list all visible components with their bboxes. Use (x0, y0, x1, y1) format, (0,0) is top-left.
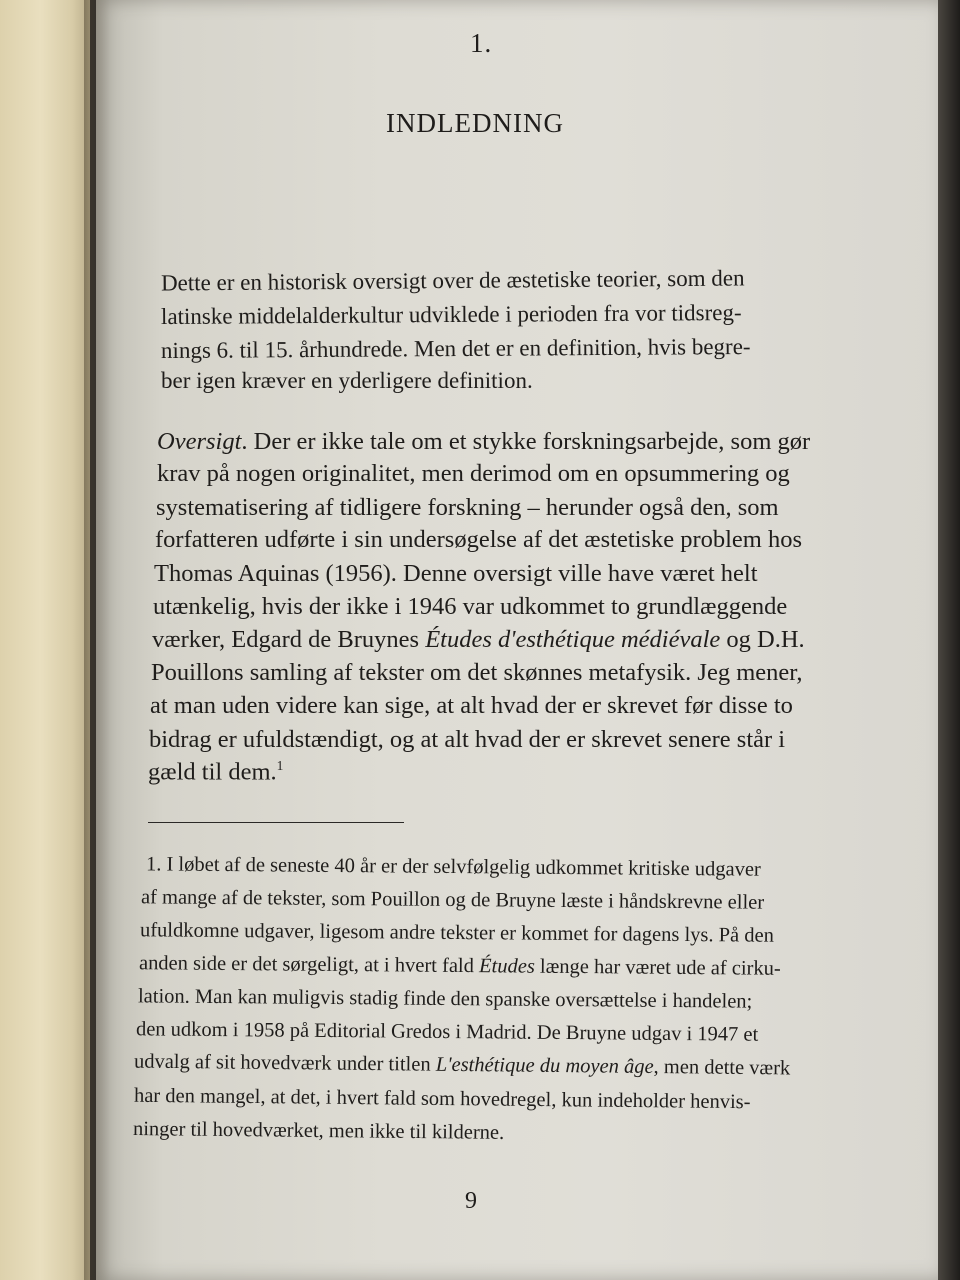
footnote-line: udvalg af sit hovedværk under titlen L'esthétique du moyen âge, men dette værk (133, 1050, 791, 1080)
intro-line: ber igen kræver en yderligere definition. (161, 368, 533, 393)
body-line: Thomas Aquinas (1956). Denne oversigt ville have været helt (154, 560, 758, 587)
body-line: Pouillons samling af tekster om det skønnes metafysik. Jeg mener, (151, 659, 803, 686)
page-number: 9 (465, 1188, 477, 1214)
footnote-line: 1. I løbet af de seneste 40 år er der selvfølgelig udkommet kritiske udgaver (145, 853, 761, 881)
facing-page (0, 0, 90, 1280)
footnote-line: ufuldkomne udgaver, ligesom andre tekster er kommet for dagens lys. På den (139, 919, 775, 947)
body-line: værker, Edgard de Bruynes Études d'esthétique médiévale og D.H. (152, 626, 805, 653)
body-line: Oversigt. Der er ikke tale om et stykke forskningsarbejde, som gør (157, 428, 811, 455)
body-line: systematisering af tidligere forskning – herunder også den, som (156, 494, 779, 521)
intro-line: Dette er en historisk oversigt over de æstetiske teorier, som den (160, 265, 745, 296)
book-gutter (84, 0, 110, 1280)
body-line: utænkelig, hvis der ikke i 1946 var udkommet to grundlæggende (153, 593, 788, 620)
footnote-line: har den mangel, at det, i hvert fald som hovedregel, kun indeholder henvis- (133, 1084, 751, 1114)
body-line: at man uden videre kan sige, at alt hvad der er skrevet før disse to (150, 692, 793, 719)
intro-line: nings 6. til 15. århundrede. Men det er en definition, hvis begre- (160, 333, 751, 364)
chapter-title: INDLEDNING (386, 108, 564, 138)
chapter-number: 1. (470, 28, 493, 58)
book-title-etudes-short: Études (478, 955, 535, 978)
footnote-line: lation. Man kan muligvis stadig finde den spanske oversættelse i handelen; (137, 985, 753, 1013)
footnote-line: ninger til hovedværket, men ikke til kilderne. (132, 1118, 505, 1144)
footnote-separator (148, 822, 404, 823)
footnote-line: af mange af de tekster, som Pouillon og de Bruyne læste i håndskrevne eller (140, 886, 765, 914)
intro-line: latinske middelalderkultur udviklede i perioden fra vor tidsreg- (160, 299, 742, 330)
footnote-line: anden side er det sørgeligt, at i hvert fald Études længe har været ude af cirku- (138, 952, 781, 980)
section-lead: Oversigt (157, 428, 242, 455)
background-edge (938, 0, 960, 1280)
footnote-marker: 1 (276, 758, 284, 773)
book-title-esthetique: L'esthétique du moyen âge (435, 1053, 654, 1079)
body-line: gæld til dem.$^1$ (148, 758, 284, 786)
body-line: bidrag er ufuldstændigt, og at alt hvad der er skrevet senere står i (149, 726, 786, 753)
book-title-etudes: Études d'esthétique médiévale (425, 626, 721, 653)
body-line: forfatteren udførte i sin undersøgelse af det æstetiske problem hos (155, 526, 803, 553)
body-line: krav på nogen originalitet, men derimod om en opsummering og (157, 460, 790, 487)
footnote-line: den udkom i 1958 på Editorial Gredos i Madrid. De Bruyne udgav i 1947 et (135, 1018, 759, 1046)
